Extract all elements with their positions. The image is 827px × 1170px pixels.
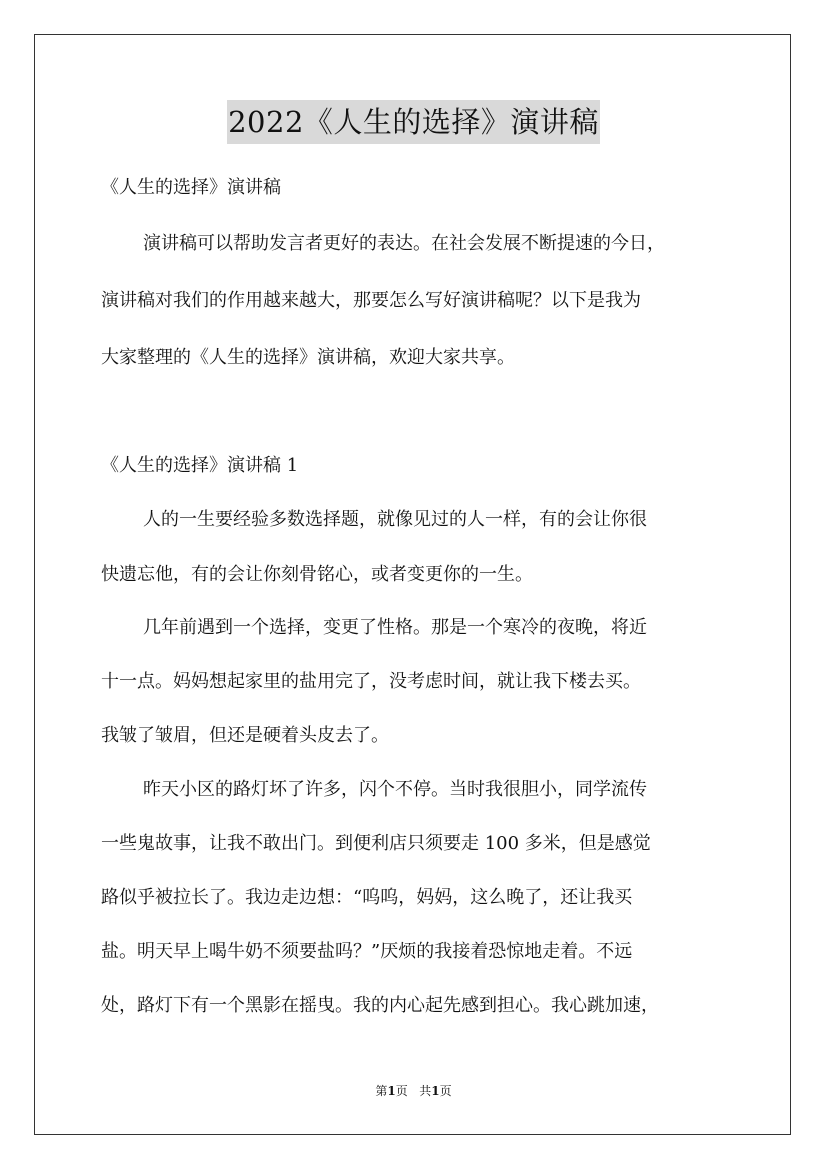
paragraph-line: 大家整理的《人生的选择》演讲稿，欢迎大家共享。 — [101, 347, 515, 368]
section-heading: 《人生的选择》演讲稿 1 — [101, 455, 299, 476]
total-pages: 1 — [431, 1084, 440, 1098]
paragraph-line: 快遗忘他，有的会让你刻骨铭心，或者变更你的一生。 — [101, 564, 533, 585]
paragraph-line: 几年前遇到一个选择，变更了性格。那是一个寒冷的夜晚，将近 — [143, 617, 647, 638]
paragraph-line: 人的一生要经验多数选择题，就像见过的人一样，有的会让你很 — [143, 509, 647, 530]
paragraph-line: 盐。明天早上喝牛奶不须要盐吗？”厌烦的我接着恐惊地走着。不远 — [101, 941, 633, 962]
page-suffix: 页 — [395, 1084, 408, 1098]
page-footer — [0, 1083, 827, 1099]
total-suffix: 页 — [439, 1084, 452, 1098]
paragraph-line: 我皱了皱眉，但还是硬着头皮去了。 — [101, 725, 389, 746]
document-title: 2022《人生的选择》演讲稿 — [227, 100, 600, 144]
page-prefix: 第 — [375, 1084, 388, 1098]
paragraph-line: 处，路灯下有一个黑影在摇曳。我的内心起先感到担心。我心跳加速， — [101, 995, 659, 1016]
section-heading: 《人生的选择》演讲稿 — [101, 177, 281, 198]
title-container — [0, 100, 827, 144]
paragraph-line: 路似乎被拉长了。我边走边想：“呜呜，妈妈，这么晚了，还让我买 — [101, 887, 633, 908]
total-prefix: 共 — [419, 1084, 432, 1098]
paragraph-line: 十一点。妈妈想起家里的盐用完了，没考虑时间，就让我下楼去买。 — [101, 671, 641, 692]
paragraph-line: 昨天小区的路灯坏了许多，闪个不停。当时我很胆小，同学流传 — [143, 779, 647, 800]
paragraph-line: 演讲稿对我们的作用越来越大，那要怎么写好演讲稿呢？以下是我为 — [101, 290, 641, 311]
paragraph-line: 演讲稿可以帮助发言者更好的表达。在社会发展不断提速的今日， — [143, 233, 665, 254]
page-number: 1 — [387, 1084, 396, 1098]
paragraph-line: 一些鬼故事，让我不敢出门。到便利店只须要走 100 多米，但是感觉 — [101, 833, 651, 854]
